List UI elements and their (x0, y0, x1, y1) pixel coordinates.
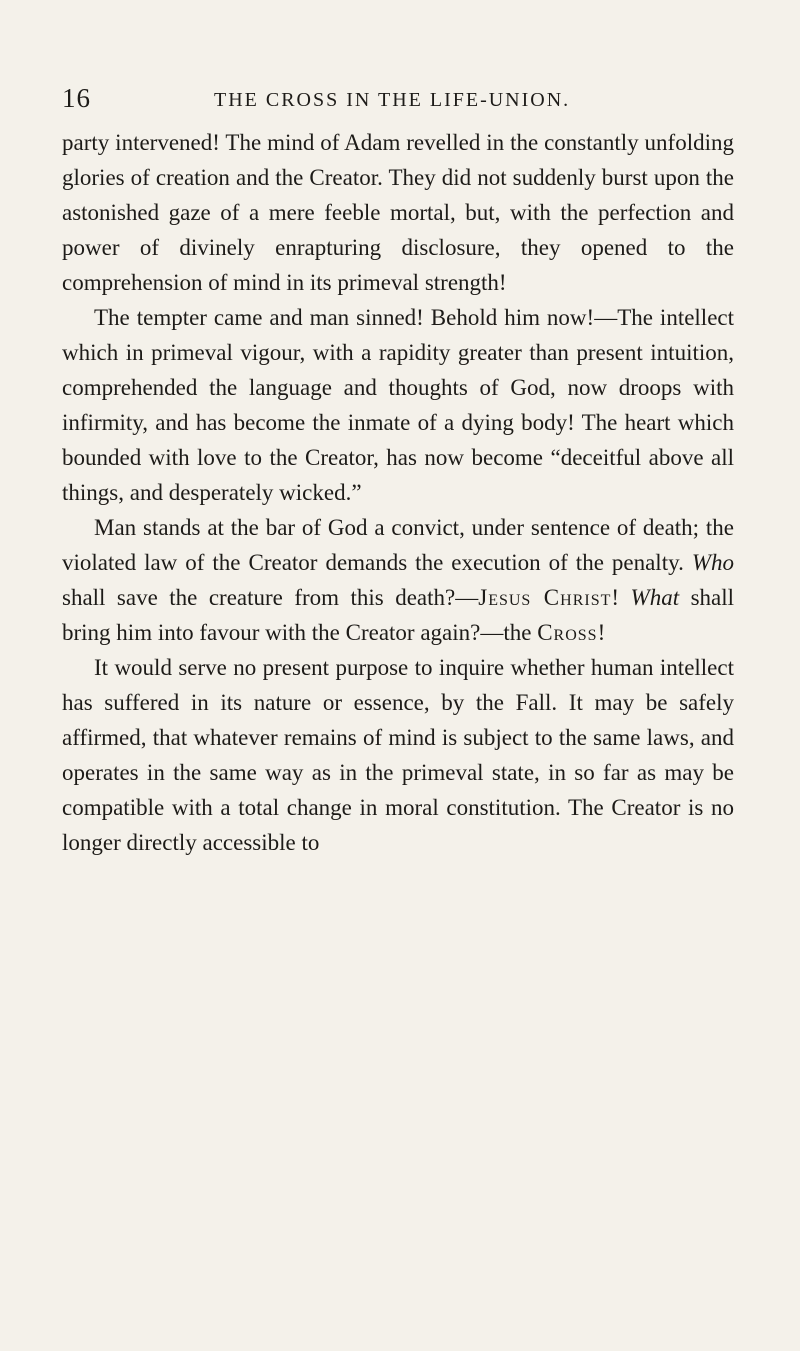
page-header (62, 78, 752, 118)
paragraph-2: The tempter came and man sinned! Behold him now!—The intellect which in primeval vigour, with a rapidity greater than present intuition, comprehended the language and thoughts of God, now droops with infirmity, and has become the inmate of a dying body! The heart which bounded with love to the Creator, has now become “deceitful above all things, and desperately wicked.” (62, 305, 734, 505)
paragraph-4: It would serve no present purpose to inquire whether human intellect has suffered in its nature or essence, by the Fall. It may be safely affirmed, that whatever remains of mind is subject to the same laws, and operates in the same way as in the primeval state, in so far as may be compatible with a total change in moral constitution. The Creator is no longer directly accessible to (62, 655, 734, 855)
p3-what: What (630, 585, 680, 610)
p3-jesus-christ: Jesus Christ (478, 585, 612, 610)
body-text (62, 125, 734, 860)
p3-text-e: ! (597, 620, 606, 645)
p3-text-a: Man stands at the bar of God a convict, under sentence of death; the violated law of the Creator demands the execution of the penalty. (62, 515, 734, 575)
p3-text-b: shall save the creature from this death?— (62, 585, 479, 610)
p3-who: Who (691, 550, 734, 575)
p3-text-c: ! (611, 585, 620, 610)
running-head: THE CROSS IN THE LIFE-UNION. (214, 89, 571, 111)
page-number: 16 (62, 83, 91, 113)
p3-cross: Cross (537, 620, 598, 645)
paragraph-1: party intervened! The mind of Adam revelled in the constantly unfolding glories of creation and the Creator. They did not suddenly burst upon the astonished gaze of a mere feeble mortal, but, with the perfection and power of divinely enrapturing disclosure, they opened to the comprehension of mind in its primeval strength! (62, 130, 734, 295)
paragraph-3 (62, 510, 734, 650)
p3-text-d: shall bring him into favour with the Creator again?—the (62, 585, 735, 645)
